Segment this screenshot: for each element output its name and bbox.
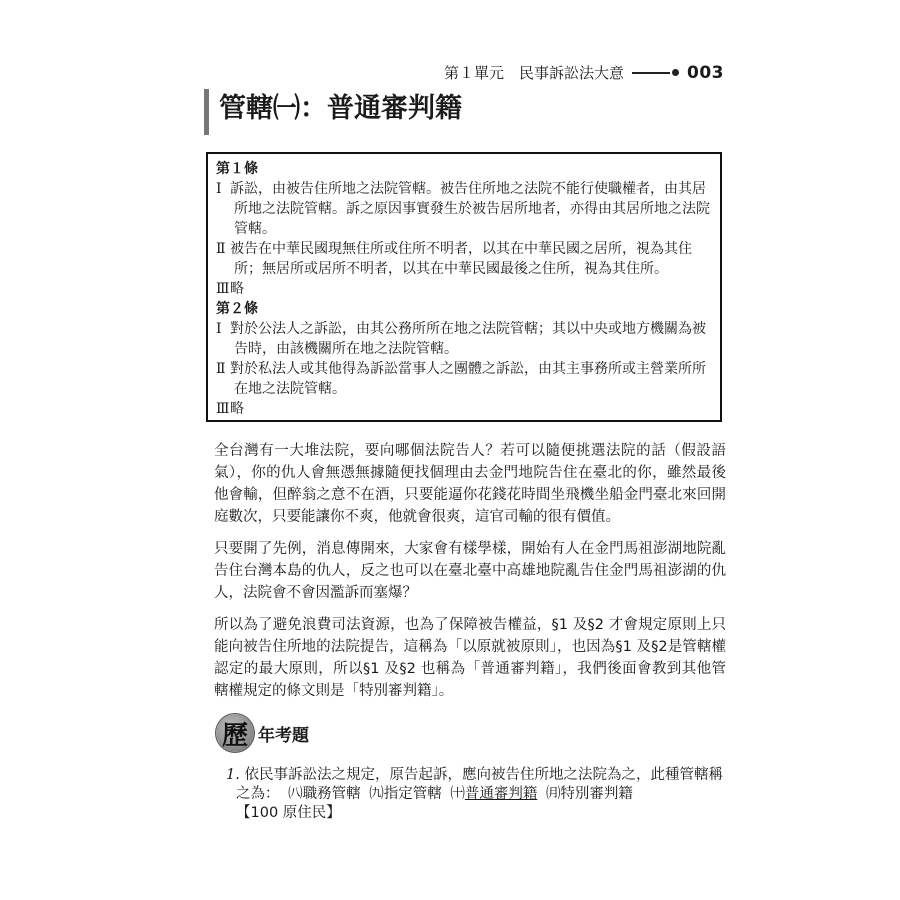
roman-numeral: Ⅰ	[216, 321, 222, 337]
article-2-paragraph-1: Ⅰ 對於公法人之訴訟，由其公務所所在地之法院管轄；其以中央或地方機關為被告時，由該機關所在地之法院管轄。	[216, 321, 706, 357]
article-1-paragraph-2: Ⅱ 被告在中華民國現無住所或住所不明者，以其在中華民國之居所，視為其住所；無居所或居所不明者，以其在中華民國最後之住所，視為其住所。	[216, 241, 692, 277]
law-articles-box	[206, 152, 722, 422]
question-number: 1.	[226, 767, 240, 783]
question-text: 依民事訴訟法之規定，原告起訴，應向被告住所地之法院為之，此種管轄稱之為：	[236, 767, 723, 802]
section-title: 管轄㈠：普通審判籍	[204, 89, 739, 135]
exam-question-1	[226, 766, 736, 823]
question-source: 【100 原住民】	[236, 805, 341, 821]
header-dot	[672, 69, 679, 76]
roman-numeral: Ⅲ	[216, 401, 230, 417]
unit-label: 第１單元 民事訴訟法大意	[443, 64, 624, 82]
page-number: 003	[687, 62, 724, 83]
roman-numeral: Ⅰ	[216, 181, 222, 197]
article-1-paragraph-3: Ⅲ略	[216, 281, 244, 297]
past-exams-label: 年考題	[258, 725, 309, 746]
article-2-title: 第２條	[216, 301, 258, 317]
article-2-paragraph-3: Ⅲ略	[216, 401, 244, 417]
past-exams-heading	[216, 714, 309, 752]
body-paragraph-2: 只要開了先例，消息傳開來，大家會有樣學樣，開始有人在金門馬祖澎湖地院亂告住台灣本島的仇人，反之也可以在臺北臺中高雄地院亂告住金門馬祖澎湖的仇人，法院會不會因濫訴而塞爆？	[214, 541, 726, 601]
header-rule	[632, 72, 670, 74]
roman-numeral: Ⅱ	[216, 361, 226, 377]
body-paragraph-3: 所以為了避免浪費司法資源，也為了保障被告權益，§1 及§2 才會規定原則上只能向被告住所地的法院提告，這稱為「以原就被原則」，也因為§1 及§2是管轄權認定的最大原則，所以§1 及§2 也稱為「普通審判籍」，我們後面會教到其他管轄權規定的條文則是「特別審判籍」。	[214, 617, 726, 699]
body-text	[214, 440, 726, 712]
option-a: ㈧職務管轄	[288, 786, 361, 802]
option-c-answer: 普通審判籍	[464, 786, 538, 802]
roman-numeral: Ⅲ	[216, 281, 230, 297]
option-b: ㈨指定管轄	[369, 786, 442, 802]
history-badge-icon: 歷	[216, 714, 254, 752]
roman-numeral: Ⅱ	[216, 241, 226, 257]
option-c-label: ㈩	[450, 786, 465, 802]
option-d: ㈪特別審判籍	[545, 786, 633, 802]
article-2-paragraph-2: Ⅱ 對於私法人或其他得為訴訟當事人之團體之訴訟，由其主事務所或主營業所所在地之法院管轄。	[216, 361, 706, 397]
running-header	[444, 62, 724, 83]
body-paragraph-1: 全台灣有一大堆法院，要向哪個法院告人？若可以隨便挑選法院的話（假設語氣），你的仇人會無憑無據隨便找個理由去金門地院告住在臺北的你，雖然最後他會輸，但醉翁之意不在酒，只要能逼你花錢花時間坐飛機坐船金門臺北來回開庭數次，只要能讓你不爽，他就會很爽，這官司輸的很有價值。	[214, 443, 726, 525]
article-1-title: 第１條	[216, 161, 258, 177]
article-1-paragraph-1: Ⅰ 訴訟，由被告住所地之法院管轄。被告住所地之法院不能行使職權者，由其居所地之法院管轄。訴之原因事實發生於被告居所地者，亦得由其居所地之法院管轄。	[216, 181, 710, 237]
